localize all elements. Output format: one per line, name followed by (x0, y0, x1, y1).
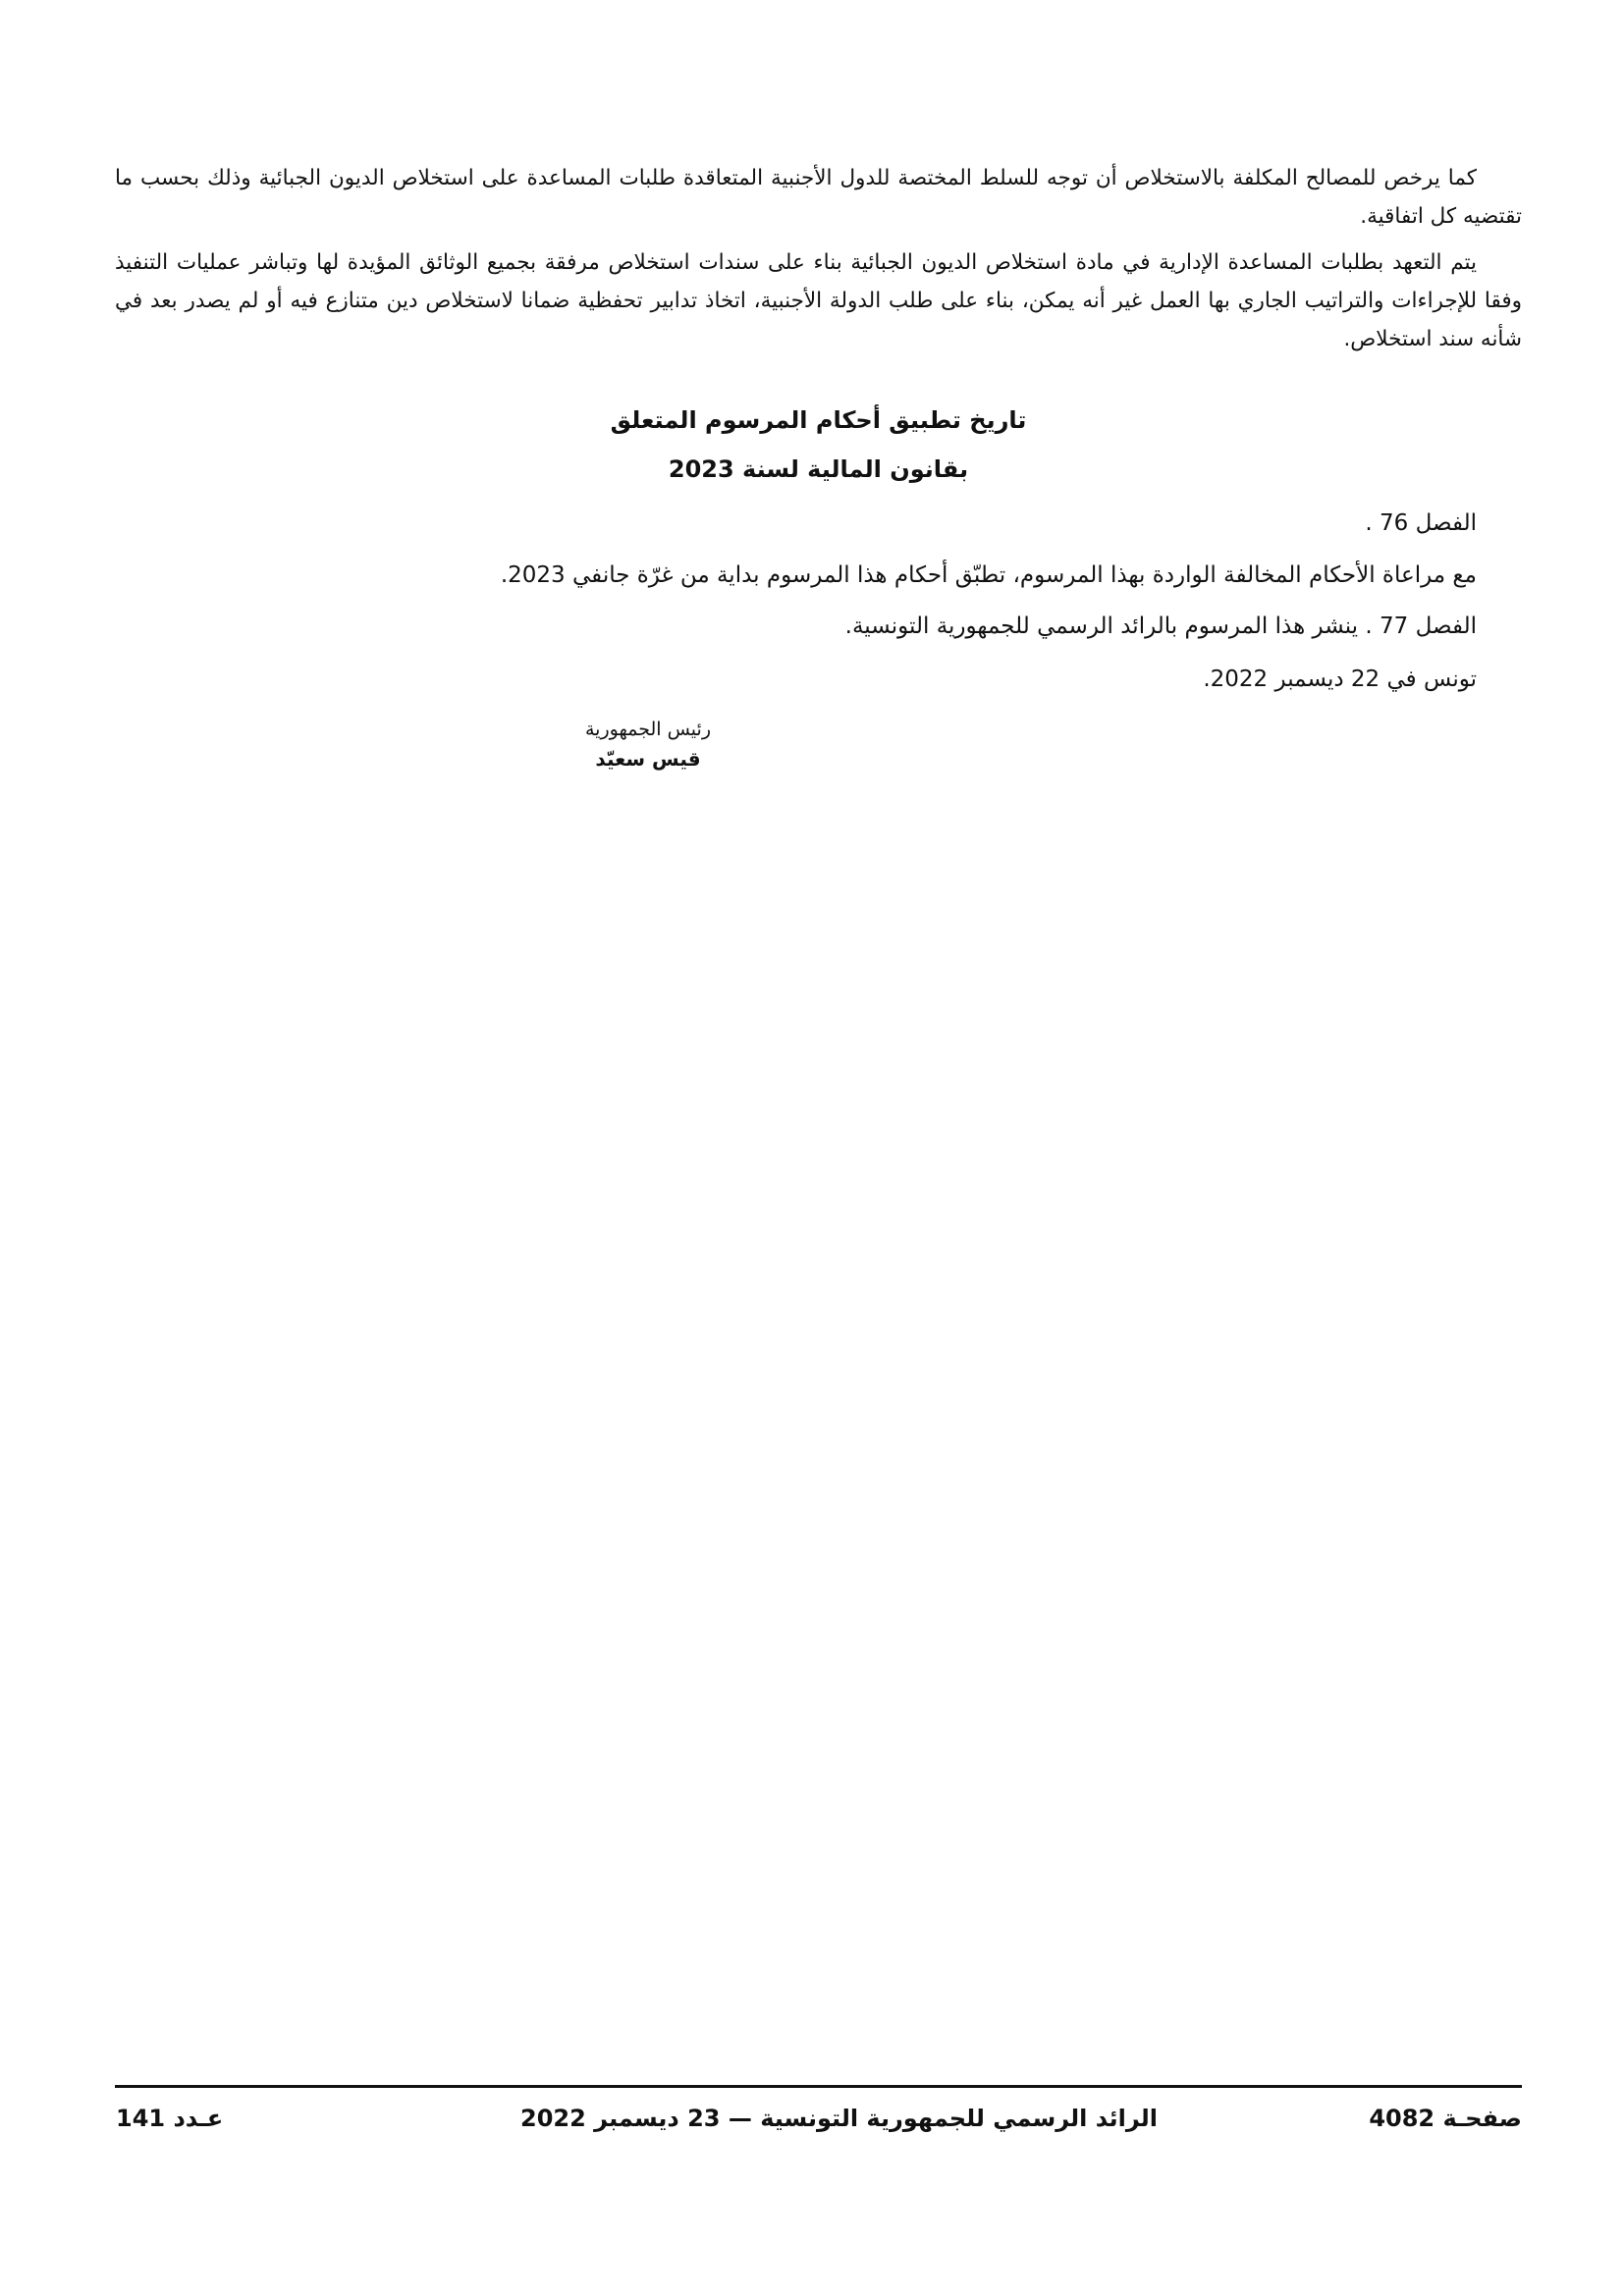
paragraph-administrative-assistance: يتم التعهد بطلبات المساعدة الإدارية في مادة استخلاص الديون الجبائية بناء على سندات استخلاص مرفقة بجميع الوثائق المؤيدة لها وتباشر عمليات التنفيذ وفقا للإجراءات والتراتيب الجاري بها العمل غير أنه يمكن، بناء على طلب الدولة الأجنبية، اتخاذ تدابير تحفظية ضمانا لاستخلاص دين متنازع فيه أو لم يصدر بعد في شأنه سند استخلاص. (115, 250, 1522, 351)
section-title-line-1: تاريخ تطبيق أحكام المرسوم المتعلق (610, 406, 1027, 434)
article-76-heading: الفصل 76 . (1365, 510, 1477, 536)
article-76-text: مع مراعاة الأحكام المخالفة الواردة بهذا المرسوم، تطبّق أحكام هذا المرسوم بداية من غرّة جانفي 2023. (500, 562, 1477, 588)
signature-role: رئيس الجمهورية (585, 719, 711, 740)
date-line: تونس في 22 ديسمبر 2022. (1203, 667, 1477, 692)
footer-issue-number: عـدد 141 (116, 2105, 224, 2132)
footer-page-number: صفحـة 4082 (1369, 2105, 1522, 2132)
section-title-line-2: بقانون المالية لسنة 2023 (668, 455, 969, 483)
signature-block (550, 715, 746, 774)
signature-name: قيس سعيّد (595, 747, 701, 771)
footer-rule (115, 2085, 1522, 2088)
footer-journal-title: الرائد الرسمي للجمهورية التونسية — 23 ديسمبر 2022 (520, 2105, 1159, 2132)
article-77: الفصل 77 . ينشر هذا المرسوم بالرائد الرسمي للجمهورية التونسية. (844, 614, 1477, 639)
paragraph-collection-requests: كما يرخص للمصالح المكلفة بالاستخلاص أن توجه للسلط المختصة للدول الأجنبية المتعاقدة طلبات المساعدة على استخلاص الديون الجبائية وذلك بحسب ما تقتضيه كل اتفاقية. (115, 166, 1522, 229)
body-text (115, 159, 1522, 366)
